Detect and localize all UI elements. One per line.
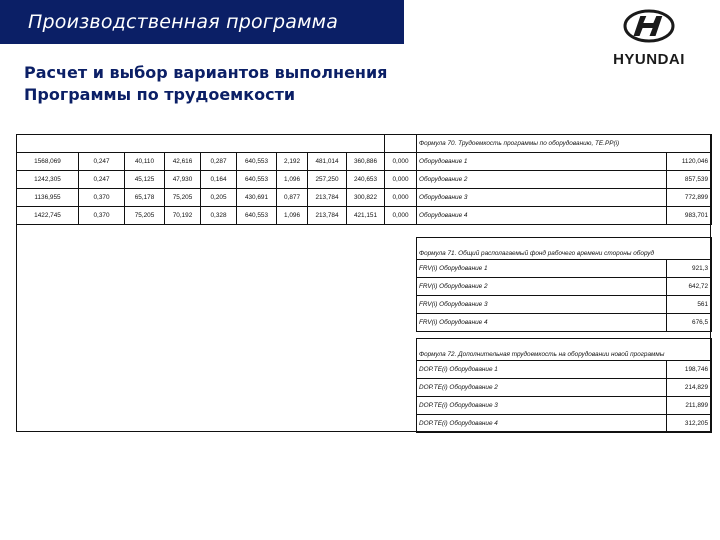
table-cell: 640,553 (237, 153, 277, 171)
frv-value: 676,5 (667, 314, 712, 332)
frv-value: 642,72 (667, 278, 712, 296)
table-cell: 75,205 (125, 207, 165, 225)
dopte-value: 214,829 (667, 379, 712, 397)
frv-label: FRV(i) Оборудование 2 (417, 278, 667, 296)
table-cell: 0,000 (385, 153, 417, 171)
formula72-caption-row (17, 339, 712, 361)
frv-value: 561 (667, 296, 712, 314)
formula71-caption: Формула 71. Общий располагаемый фонд рабочего времени стороны оборуд (417, 238, 712, 260)
equipment-label: Оборудование 3 (417, 189, 667, 207)
table-row (17, 171, 712, 189)
table-cell: 1242,305 (17, 171, 79, 189)
equipment-value: 772,899 (667, 189, 712, 207)
frv-value: 921,3 (667, 260, 712, 278)
table-cell: 0,205 (201, 189, 237, 207)
spacer-row (17, 332, 712, 339)
table-cell: 0,328 (201, 207, 237, 225)
frv-label: FRV(i) Оборудование 4 (417, 314, 667, 332)
formula70-caption-row (17, 135, 712, 153)
table-cell: 0,000 (385, 189, 417, 207)
doptе-label: DOP.TE(i) Оборудование 1 (417, 361, 667, 379)
table-cell: 1,096 (277, 171, 308, 189)
table-cell: 42,616 (165, 153, 201, 171)
table-row (17, 207, 712, 225)
table-cell: 0,287 (201, 153, 237, 171)
table-cell: 1,096 (277, 207, 308, 225)
table-row (17, 415, 712, 433)
table-cell: 640,553 (237, 207, 277, 225)
subtitle-line-2: Программы по трудоемкости (24, 85, 296, 104)
logo-wordmark: HYUNDAI (613, 51, 685, 68)
table-cell: 75,205 (165, 189, 201, 207)
dopte-label: DOP.TE(i) Оборудование 2 (417, 379, 667, 397)
table-cell: 213,784 (308, 189, 347, 207)
table-cell: 0,877 (277, 189, 308, 207)
frv-label: FRV(i) Оборудование 3 (417, 296, 667, 314)
subtitle-line-1: Расчет и выбор вариантов выполнения (24, 63, 388, 82)
table-cell: 1568,069 (17, 153, 79, 171)
subtitle (24, 62, 387, 106)
table-row (17, 296, 712, 314)
logo-h-mark (634, 16, 663, 36)
table-cell: 213,784 (308, 207, 347, 225)
caption-cell (385, 135, 417, 153)
dopte-label: DOP.TE(i) Оборудование 4 (417, 415, 667, 433)
equipment-label: Оборудование 2 (417, 171, 667, 189)
dopte-value: 211,899 (667, 397, 712, 415)
table-cell: 481,014 (308, 153, 347, 171)
table-cell: 65,178 (125, 189, 165, 207)
table-cell: 40,110 (125, 153, 165, 171)
table-cell: 240,653 (347, 171, 385, 189)
table-cell: 421,151 (347, 207, 385, 225)
equipment-label: Оборудование 1 (417, 153, 667, 171)
dopte-value: 312,205 (667, 415, 712, 433)
dopte-value: 198,746 (667, 361, 712, 379)
table-cell: 0,370 (79, 189, 125, 207)
table-cell: 640,553 (237, 171, 277, 189)
table-cell: 0,247 (79, 153, 125, 171)
table-cell: 45,125 (125, 171, 165, 189)
table-row (17, 278, 712, 296)
table-cell: 0,247 (79, 171, 125, 189)
calculation-table (16, 134, 712, 433)
equipment-value: 983,701 (667, 207, 712, 225)
table-cell: 300,822 (347, 189, 385, 207)
table-cell: 0,370 (79, 207, 125, 225)
table-cell: 0,164 (201, 171, 237, 189)
equipment-value: 857,539 (667, 171, 712, 189)
table-cell: 70,192 (165, 207, 201, 225)
table-cell: 360,886 (347, 153, 385, 171)
equipment-value: 1120,046 (667, 153, 712, 171)
table-cell: 0,000 (385, 171, 417, 189)
hyundai-logo (590, 4, 708, 70)
table-cell: 1136,955 (17, 189, 79, 207)
table-row (17, 397, 712, 415)
header-bar (0, 0, 404, 44)
table-cell: 0,000 (385, 207, 417, 225)
table-cell: 1422,745 (17, 207, 79, 225)
table-cell: 2,192 (277, 153, 308, 171)
equipment-label: Оборудование 4 (417, 207, 667, 225)
formula70-caption: Формула 70. Трудоемкость программы по оборудованию, TE.PP(i) (417, 135, 712, 153)
formula71-caption-row (17, 238, 712, 260)
table-row (17, 314, 712, 332)
table-cell: 47,930 (165, 171, 201, 189)
table-row (17, 189, 712, 207)
dopte-label: DOP.TE(i) Оборудование 3 (417, 397, 667, 415)
table-row (17, 260, 712, 278)
table-row (17, 379, 712, 397)
formula72-caption: Формула 72. Дополнительная трудоемкость на оборудовании новой программы (417, 339, 712, 361)
page-title: Производственная программа (28, 11, 339, 33)
spacer-row (17, 225, 712, 238)
table-cell: 430,691 (237, 189, 277, 207)
frv-label: FRV(i) Оборудование 1 (417, 260, 667, 278)
table-row (17, 361, 712, 379)
table-cell: 257,250 (308, 171, 347, 189)
table-row (17, 153, 712, 171)
